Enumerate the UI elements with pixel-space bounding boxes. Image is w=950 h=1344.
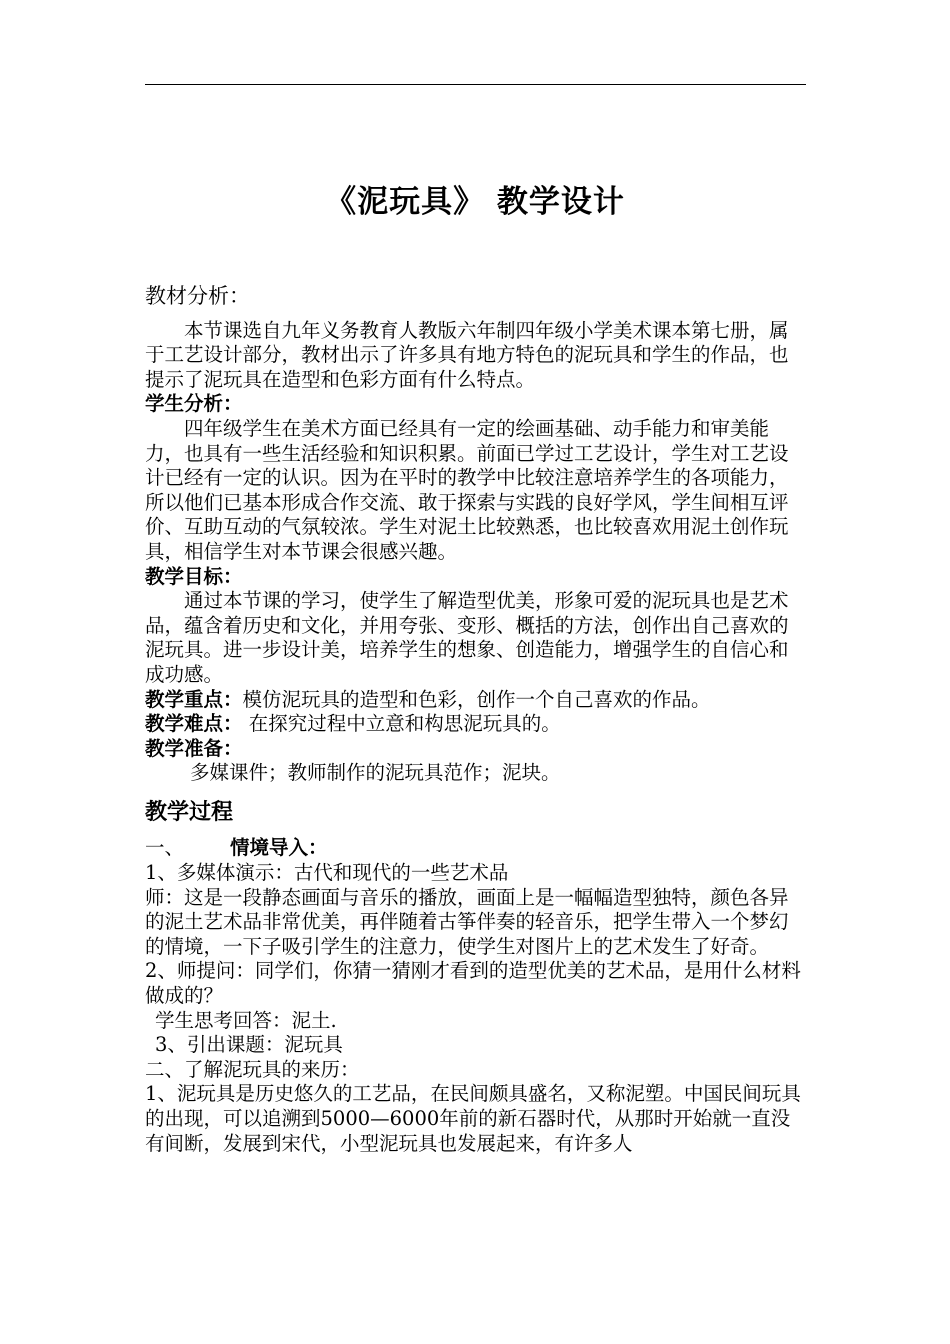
process-part1-heading (145, 836, 807, 861)
part1-title: 情境导入： (230, 836, 328, 860)
preparation-heading: 教学准备： (145, 736, 243, 760)
preparation-text: 多媒课件；教师制作的泥玩具范作；泥块。 (190, 761, 561, 785)
student-analysis-text: 四年级学生在美术方面已经具有一定的绘画基础、动手能力和审美能力，也具有一些生活经验和知识积累。前面已学过工艺设计，学生对工艺设计已经有一定的认识。因为在平时的教学中比较注意培养学生的各项能力，所以他们已基本形成合作交流、敢于探索与实践的良好学风，学生间相互评价、互助互动的气氛较浓。学生对泥土比较熟悉，也比较喜欢用泥土创作玩具，相信学生对本节课会很感兴趣。 (145, 416, 789, 563)
difficult-point-text: 在探究过程中立意和构思泥玩具的。 (242, 712, 561, 736)
process-step3: 3、引出课题：泥玩具 (155, 1033, 343, 1057)
process-student-answer: 学生思考回答：泥土. (155, 1008, 337, 1032)
part1-number: 一、 (145, 836, 185, 860)
process-part2-text: 1、泥玩具是历史悠久的工艺品，在民间颇具盛名，又称泥塑。中国民间玩具的出现，可以追溯到5000—6000年前的新石器时代，从那时开始就一直没有间断，发展到宋代，小型泥玩具也发展起来，有许多人 (145, 1082, 801, 1155)
material-analysis-text: 本节课选自九年义务教育人教版六年制四年级小学美术课本第七册，属于工艺设计部分，教材出示了许多具有地方特色的泥玩具和学生的作品，也提示了泥玩具在造型和色彩方面有什么特点。 (145, 318, 789, 391)
material-analysis-heading: 教材分析： (145, 284, 250, 308)
process-step1: 1、多媒体演示：古代和现代的一些艺术品 (145, 861, 509, 885)
student-analysis-heading: 学生分析： (145, 392, 243, 416)
page-title: 《泥玩具》 教学设计 (325, 184, 625, 220)
process-step2: 2、师提问：同学们，你猜一猜刚才看到的造型优美的艺术品，是用什么材料做成的？ (145, 959, 801, 1008)
teaching-goals-text: 通过本节课的学习，使学生了解造型优美，形象可爱的泥玩具也是艺术品，蕴含着历史和文化，并用夸张、变形、概括的方法，创作出自己喜欢的泥玩具。进一步设计美，培养学生的想象、创造能力，增强学生的自信心和成功感。 (145, 589, 789, 686)
teaching-goals-heading: 教学目标： (145, 564, 243, 588)
difficult-point (145, 712, 807, 737)
process-heading: 教学过程 (145, 798, 234, 825)
key-point-label: 教学重点： (145, 687, 243, 711)
process-part2-heading: 二、了解泥玩具的来历： (145, 1057, 360, 1081)
key-point-text: 模仿泥玩具的造型和色彩，创作一个自己喜欢的作品。 (242, 687, 711, 711)
header-rule (145, 84, 806, 85)
document-body (145, 284, 807, 1156)
difficult-point-label: 教学难点： (145, 712, 243, 736)
process-teacher-text: 师：这是一段静态画面与音乐的播放，画面上是一幅幅造型独特，颜色各异的泥土艺术品非常优美，再伴随着古筝伴奏的轻音乐，把学生带入一个梦幻的情境，一下子吸引学生的注意力，使学生对图片上的艺术发生了好奇。 (145, 885, 789, 958)
key-point (145, 688, 807, 713)
